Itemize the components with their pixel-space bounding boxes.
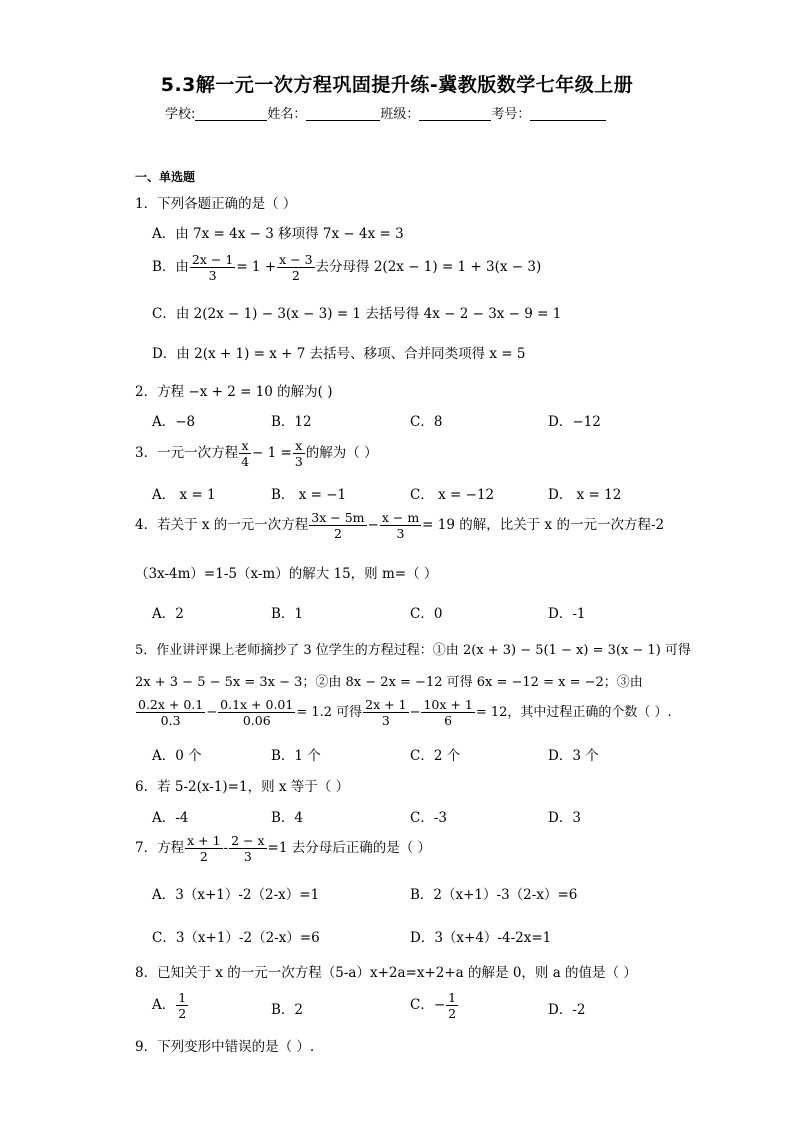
q3-fraction-1 <box>239 438 251 469</box>
q5-fraction-2 <box>218 697 295 728</box>
q1-option-b <box>152 252 541 283</box>
q4-stem <box>135 510 664 541</box>
numerator: x <box>239 438 251 454</box>
q1-b-suffix: 去分母得 2(2x − 1) = 1 + 3(x − 3) <box>315 259 542 275</box>
q5-stem-line1: 5．作业讲评课上老师摘抄了 3 位学生的方程过程：①由 2(x + 3) − 5(1 − x) = 3(x − 1) 可得 <box>135 643 691 658</box>
q8-option-a <box>152 990 189 1021</box>
denominator: 0.06 <box>242 713 271 728</box>
q3-option-b: B． x = −1 <box>271 487 347 503</box>
q8-c-prefix: C．− <box>410 997 446 1013</box>
q8-a-prefix: A． <box>152 997 176 1013</box>
denominator: 0.3 <box>160 713 181 728</box>
q5-minus-1: − <box>206 705 218 720</box>
q7-stem <box>135 833 431 864</box>
q8-stem: 8．已知关于 x 的一元一次方程（5-a）x+2a=x+2+a 的解是 0，则 a 的值是（ ） <box>135 965 637 981</box>
q2-option-a: A．−8 <box>152 414 196 430</box>
denominator: 3 <box>243 849 252 864</box>
denominator: 2 <box>291 268 300 283</box>
numerator: 2x + 1 <box>365 697 407 712</box>
q7-option-d: D．3（x+4）-4-2x=1 <box>410 930 552 946</box>
denominator: 4 <box>241 454 250 469</box>
denominator: 2 <box>448 1006 457 1021</box>
q1-option-c: C．由 2(2x − 1) − 3(x − 3) = 1 去括号得 4x − 2 − 3x − 9 = 1 <box>152 306 562 322</box>
number-blank[interactable] <box>530 107 606 121</box>
name-blank[interactable] <box>306 107 380 121</box>
q3-option-a: A． x = 1 <box>152 487 216 503</box>
denominator: 2 <box>199 849 208 864</box>
name-label: 姓名： <box>267 107 307 122</box>
q5-minus-2: − <box>409 705 421 720</box>
numerator: 1 <box>178 990 187 1005</box>
numerator: 3x − 5m <box>311 510 365 525</box>
numerator: x <box>293 438 305 454</box>
q1-option-d: D．由 2(x + 1) = x + 7 去括号、移项、合并同类项得 x = 5 <box>152 346 526 362</box>
q4-middle: − <box>367 517 379 533</box>
student-info-line <box>165 103 606 122</box>
q1-option-a: A．由 7x = 4x − 3 移项得 7x − 4x = 3 <box>152 226 404 242</box>
q4-option-a: A．2 <box>152 606 184 622</box>
q3-suffix: 的解为（ ） <box>305 445 378 461</box>
q2-option-d: D．−12 <box>548 414 601 430</box>
q3-middle: − 1 = <box>252 445 292 461</box>
numerator: 10x + 1 <box>423 697 473 712</box>
q8-option-d: D．-2 <box>548 1002 586 1018</box>
q5-suffix: = 12，其中过程正确的个数（ ）. <box>475 705 672 720</box>
q7-middle: - <box>223 840 229 856</box>
class-label: 班级： <box>380 107 420 122</box>
numerator: x − m <box>381 510 420 525</box>
q4-fraction-2 <box>380 510 421 541</box>
q8-a-fraction <box>176 990 188 1021</box>
school-label: 学校: <box>165 107 196 122</box>
page-title: 5.3解一元一次方程巩固提升练-冀教版数学七年级上册 <box>160 74 634 96</box>
denominator: 6 <box>444 713 453 728</box>
q5-fraction-3 <box>363 697 408 728</box>
numerator: 2x − 1 <box>191 252 234 267</box>
q5-option-a: A．0 个 <box>152 748 202 764</box>
q1-b-prefix: B．由 <box>152 259 189 275</box>
class-blank[interactable] <box>419 107 491 121</box>
numerator: 0.2x + 0.1 <box>138 697 204 712</box>
q6-option-d: D．3 <box>548 810 581 826</box>
q2-option-c: C．8 <box>410 414 443 430</box>
q6-option-c: C．-3 <box>410 810 447 826</box>
q1-b-middle: = 1 + <box>236 259 277 275</box>
school-blank[interactable] <box>195 107 267 121</box>
section-heading: 一、单选题 <box>135 170 196 184</box>
q5-option-c: C．2 个 <box>410 748 461 764</box>
q5-stem-line3 <box>135 697 672 728</box>
numerator: 1 <box>448 990 457 1005</box>
q7-option-a: A．3（x+1）-2（2-x）=1 <box>152 887 320 903</box>
q7-fraction-1 <box>185 833 222 864</box>
q3-option-c: C． x = −12 <box>410 487 495 503</box>
q8-c-fraction <box>446 990 458 1021</box>
q9-stem: 9．下列变形中错误的是（ ）. <box>135 1039 315 1055</box>
q8-option-c <box>410 990 459 1021</box>
q2-stem: 2．方程 −x + 2 = 10 的解为( ) <box>135 384 333 400</box>
denominator: 2 <box>178 1006 187 1021</box>
q5-option-b: B．1 个 <box>271 748 321 764</box>
q6-option-b: B．4 <box>271 810 304 826</box>
q7-fraction-2 <box>229 833 266 864</box>
q5-option-d: D．3 个 <box>548 748 599 764</box>
denominator: 3 <box>208 268 217 283</box>
q7-suffix: =1 去分母后正确的是（ ） <box>267 840 432 856</box>
q7-option-b: B．2（x+1）-3（2-x）=6 <box>410 887 578 903</box>
q6-stem: 6．若 5-2(x-1)=1，则 x 等于（ ） <box>135 779 350 795</box>
q4-option-c: C．0 <box>410 606 443 622</box>
q3-stem <box>135 438 378 469</box>
q6-option-a: A．-4 <box>152 810 189 826</box>
denominator: 2 <box>333 526 342 541</box>
q4-option-b: B．1 <box>271 606 304 622</box>
q1-b-fraction-1 <box>190 252 235 283</box>
q5-fraction-4 <box>421 697 474 728</box>
q4-option-d: D．-1 <box>548 606 586 622</box>
q4-suffix: = 19 的解，比关于 x 的一元一次方程-2 <box>422 517 665 533</box>
numerator: x + 1 <box>187 833 221 848</box>
q5-middle: = 1.2 可得 <box>296 705 363 720</box>
denominator: 3 <box>381 713 390 728</box>
q3-prefix: 3．一元一次方程 <box>135 445 239 461</box>
q5-stem-line2: 2x + 3 − 5 − 5x = 3x − 3；②由 8x − 2x = −12 可得 6x = −12 = x = −2；③由 <box>135 675 643 690</box>
numerator: x − 3 <box>279 252 313 267</box>
q3-fraction-2 <box>293 438 305 469</box>
q4-prefix: 4．若关于 x 的一元一次方程 <box>135 517 309 533</box>
q2-option-b: B．12 <box>271 414 312 430</box>
denominator: 3 <box>396 526 405 541</box>
q4-fraction-1 <box>309 510 366 541</box>
numerator: 2 − x <box>231 833 265 848</box>
q4-stem-line2: （3x-4m）=1-5（x-m）的解大 15，则 m=（ ） <box>135 566 438 582</box>
denominator: 3 <box>294 454 303 469</box>
q1-b-fraction-2 <box>277 252 314 283</box>
q7-option-c: C．3（x+1）-2（2-x）=6 <box>152 930 320 946</box>
q8-option-b: B．2 <box>271 1002 304 1018</box>
q7-prefix: 7．方程 <box>135 840 185 856</box>
q1-stem: 1．下列各题正确的是（ ） <box>135 196 297 212</box>
number-label: 考号： <box>491 107 531 122</box>
q3-option-d: D． x = 12 <box>548 487 622 503</box>
numerator: 0.1x + 0.01 <box>220 697 294 712</box>
q5-fraction-1 <box>136 697 205 728</box>
